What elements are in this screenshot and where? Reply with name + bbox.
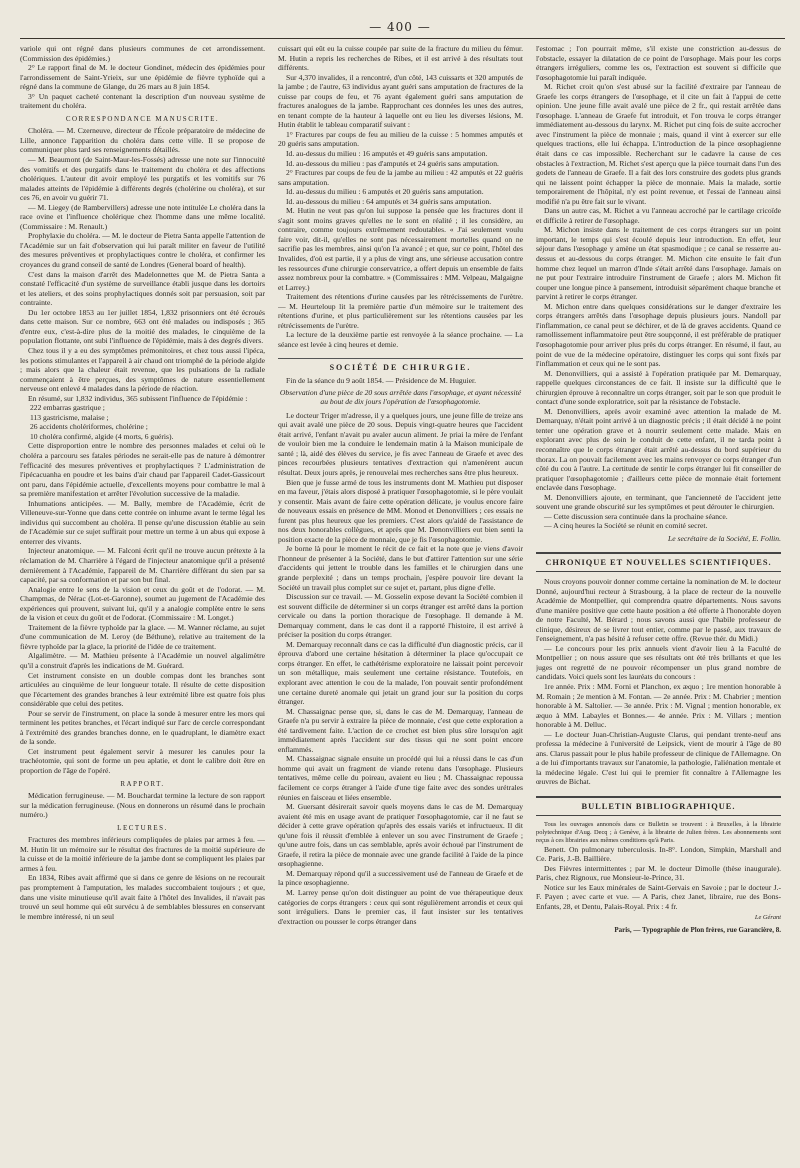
section-heading: SOCIÉTÉ DE CHIRURGIE. — [278, 358, 523, 373]
list-item: 1° Fractures par coups de feu au milieu de la cuisse : 5 hommes amputés et 20 guéris sans amputation. — [278, 129, 523, 149]
paragraph: 1re année. Prix : MM. Forni et Planchon, ex æquo ; 1re mention honorable à M. Romain ; 2e mention à M. Fontan. — 2e année. Prix : M. Chabrier ; mention honorable à M. Saltolier. — 3e année. Prix : M. Vignal ; mention honorable, ex æquo à MM. Labayles et Bonnes.— 4e année. Prix : M. Villars ; mention honorable à M. Delluc. — [536, 682, 781, 730]
header-rule — [20, 38, 785, 39]
list-item: Id. au-dessous du milieu : 64 amputés et 34 guéris sans amputation. — [286, 196, 492, 206]
observation-title: Observation d'une pièce de 20 sous arrêtée dans l'œsophage, et ayant nécessité au bout de dix jours l'opération de l'œsophagotomie. — [279, 387, 522, 407]
paragraph: Nous croyons pouvoir donner comme certaine la nomination de M. le docteur Donné, aujourd'hui recteur à Strasbourg, à la place de recteur de la nouvelle Académie de Montpellier, qui comprendra quatre départements. Nous savons d'une manière positive que cette haute position a été offerte à l'honorable doyen de notre Faculté, M. Bérard ; nous savons aussi que l'habile professeur de clinique, désireux de se livrer tout entier, comme par le passé, aux travaux de l'enseignement, n'a pas hésité à refuser cette offre. (Revue thér. du Midi.) — [536, 576, 781, 644]
paragraph: 3° Un paquet cacheté contenant la description d'un nouveau système de traitement du choléra. — [20, 91, 265, 111]
paragraph: — A cinq heures la Société se réunit en comité secret. — [544, 521, 708, 531]
list-item: 26 accidents cholériformes, cholérine ; — [30, 422, 148, 432]
paragraph: M. Richet croit qu'on s'est abusé sur la facilité d'extraire par l'anneau de Graefe les corps étrangers de l'œsophage, et il cite un fait à l'appui de cette opinion. Une jeune fille avait avalé une pièce de 2 fr., qui restait arrêtée dans l'œsophage. L'anneau de Graefe fut introduit, et l'on trouva le corps étranger immédiatement au-dessous du larynx. M. Richet put cinq fois de suite accrocher avec l'instrument la pièce de monnaie ; mais, quand il vint à exercer sur elle quelques tractions, elle lui échappa. L'introduction de la pince œsophagienne était dans ce cas impossible. Recherchant sur le cadavre la cause de ces obstacles à l'extraction, M. Richet s'est aperçu que la pièce tournait dans l'un des godets de l'anneau de Graefe. Il a fait des lors construire des godets plus grands qui ne laissent point échapper la pièce de monnaie. Mais la malade, sortie temporairement de l'hôpital, n'y est point revenue, et l'essai de l'anneau ainsi modifié n'a pu être fait sur le vivant. — [536, 82, 781, 206]
paragraph: M. Hutin ne veut pas qu'on lui suppose la pensée que les fractures dont il s'agit sont moins graves qu'elles ne le sont en réalité ; il les considère, au contraire, comme toujours extrêmement redoutables. « J'ai seulement voulu faire voir, dit-il, qu'elles ne sont pas nécessairement mortelles quand on ne sacrifie pas les membres, ainsi qu'on l'a avancé ; et que, sur ce point, l'hôtel des Invalides, d'où est partie, il y a plus de vingt ans, une sérieuse accusation contre les ressources d'une chirurgie conservatrice, a offert depuis un ensemble de faits assez nombreux pour la combattre. » (Commissaires : MM. Velpeau, Malgaigne et Larrey.) — [278, 206, 523, 292]
section-heading: CHRONIQUE ET NOUVELLES SCIENTIFIQUES. — [536, 552, 781, 572]
paragraph: Dans un autre cas, M. Richet a vu l'anneau accroché par le cartilage cricoïde et difficile à retirer de l'œsophage. — [536, 206, 781, 225]
list-item: Id. au-dessus du milieu : 6 amputés et 20 guéris sans amputation. — [286, 187, 484, 197]
list-item: Id. au-dessous du milieu : pas d'amputés et 24 guéris sans amputation. — [286, 158, 499, 168]
paragraph: Du 1er octobre 1853 au 1er juillet 1854, 1,832 prisonniers ont été écroués dans cette maison. Sur ce nombre, 663 ont été malades ou indisposés ; 365 d'entre eux, c'est-à-dire plus de la moitié des malades, le cinquième de la population flottante, ont subi l'influence de l'épidémie, mais à des degrés divers. — [20, 307, 265, 346]
paragraph: M. Denonvilliers, qui a assisté à l'opération pratiquée par M. Demarquay, rappelle quelques circonstances de ce fait. Il insiste sur la difficulté que le chirurgien éprouve à reconnaître un corps étranger, soit par le son que produit le contact d'une sonde exploratrice, soit par la résistance de l'obstacle. — [536, 368, 781, 407]
paragraph: Bien que je fusse armé de tous les instruments dont M. Mathieu put disposer en ma faveur, j'étais alors disposé à pratiquer l'œsophagotomie, si le père voulait y consentir. Mais avant de faire cette opération délicate, je voulus encore faire de nouveaux essais en présence de MM. Monod et Denonvilliers ; ces essais ne furent pas plus heureux que les premiers. C'est alors qu'aidé de l'assistance de nos deux honorables collègues, et après que M. Denonvilliers eut bien senti la position exacte de la pièce de monnaie, que je fis l'œsophagotomie. — [278, 477, 523, 544]
paragraph: M. Denonvilliers ajoute, en terminant, que l'ancienneté de l'accident jette souvent une grande obscurité sur les symptômes et peut dérouter le chirurgien. — [536, 492, 781, 512]
bibliography-entry: Des Fièvres intermittentes ; par M. le docteur Dimolle (thèse inaugurale). Paris, chez Rignoux, rue Monsieur-le-Prince, 31. — [536, 863, 781, 883]
paragraph: Fractures des membres inférieurs compliquées de plaies par armes à feu. — M. Hutin lit un mémoire sur le résultat des fractures de la moitié supérieure de la cuisse et de la moitié inférieure de la jambe dont se compliquent les plaies par armes à feu. — [20, 835, 265, 873]
list-item: 113 gastricisme, malaise ; — [30, 412, 109, 422]
paragraph: M. Chassaignac signale ensuite un procédé qui lui a réussi dans le cas d'un homme qui avait un fragment de viande retenu dans l'œsophage. Plusieurs tentatives, même celle du poireau, avaient eu lieu ; M. Chassaignac repoussa facilement ce corps étranger à l'aide d'une tige faite avec des sondes urétrales réunies en faisceau et liées ensemble. — [278, 754, 523, 802]
secretary-signature: Le secrétaire de la Société, E. Follin. — [668, 533, 781, 543]
paragraph: M. Michon entre dans quelques considérations sur le danger d'extraire les corps étrangers arrêtés dans l'œsophage depuis plusieurs jours. Nandoll par l'inflammation, ce canal peut se déchirer, et de là de graves accidents. Quand ce ramollissement inflammatoire peut être soupçonné, il est préférable de pratiquer l'œsophagotomie pour arriver plus près du corps étranger. En résumé, il faut, au point de vue de la médecine opératoire, distinguer les corps qui sont fixés par l'inflammation et ceux qui ne le sont pas. — [536, 301, 781, 369]
paragraph: Injecteur anatomique. — M. Falconi écrit qu'il ne trouve aucun prétexte à la réclamation de M. Charrière à l'égard de l'injecteur anatomique qu'il a présenté dernièrement à l'Académie, l'appareil de M. Charrière différant du sien par sa capacité, par sa conformation et par son but final. — [20, 546, 265, 585]
paragraph: M. Guersant désirerait savoir quels moyens dans le cas de M. Demarquay avaient été mis en usage avant de pratiquer l'œsophagotomie, car il ne faut se décider à cette grave opération qu'après des essais variés et infructueux. Il dit qu'une fois il réussit d'emblée à enlever un sou avec l'instrument de Graefe ; qu'une autre fois, dans un cas semblable, après avoir échoué par l'instrument de Graefe, il retira la pièce de monnaie avec une grande facilité à l'aide de la pince œsophagienne. — [278, 802, 523, 869]
paragraph: M. Michon insiste dans le traitement de ces corps étrangers sur un point important, le temps qui s'est écoulé depuis leur introduction. En effet, leur séjour dans l'œsophage y amène un état spasmodique ; ce canal se resserre au-dessus et au-dessous du corps étranger. M. Michon cite ensuite le fait d'un homme chez lequel un marron d'Inde s'était arrêté dans l'œsophage. Jamais on ne put pour l'extraire introduire l'instrument de Graefe ; alors M. Michon fit couper une longue pince à pansement, introduisit séparément chaque branche et parvint à retirer le corps étranger. — [536, 225, 781, 302]
paragraph: cuissart qui eût eu la cuisse coupée par suite de la fracture du milieu du fémur. M. Hutin a repris les recherches de Ribes, et il est arrivé à des résultats tout différents. — [278, 44, 523, 73]
paragraph: — Cette discussion sera continuée dans la prochaine séance. — [544, 511, 728, 521]
paragraph: La lecture de la deuxième partie est renvoyée à la séance prochaine. — La séance est levée à cinq heures et demie. — [278, 330, 523, 349]
statistics-list — [20, 403, 265, 441]
paragraph: Fin de la séance du 9 août 1854. — Présidence de M. Huguier. — [286, 376, 477, 386]
paragraph: C'est dans la maison d'arrêt des Madelonnettes que M. de Pietra Santa a constaté l'efficacité d'un système de surveillance établi jusque dans les dortoirs et les ateliers, et des soins prophylactiques donnés soit par persuasion, soit par contrainte. — [20, 269, 265, 308]
paragraph: Traitement des rétentions d'urine causées par les rétrécissements de l'urètre. — M. Heurteloup lit la première partie d'un mémoire sur le traitement des rétentions d'urine, et plus particulièrement sur les rétentions causées par les rétrécissements de l'urètre. — [278, 292, 523, 330]
paragraph: Sur 4,370 invalides, il a rencontré, d'un côté, 143 cuissarts et 320 amputés de la jambe ; de l'autre, 63 individus ayant guéri sans amputation de fractures de la cuisse par coups de feu, et 76 ayant également guéri sans amputation de fractures analogues de la jambe. Rapprochant ces données les unes des autres, en tenant compte de la hauteur à laquelle ont eu lieu les diverses lésions, M. Hutin établit le tableau comparatif suivant : — [278, 72, 523, 130]
paragraph: Cet instrument peut également servir à mesurer les canules pour la trachéotomie, qui sont de forme un peu aplatie, et dont le calibre doit être en proportion de l'âge de l'opéré. — [20, 746, 265, 776]
paragraph: Chez tous il y a eu des symptômes prémonitoires, et chez tous aussi l'ipéca, les potions stimulantes et l'appareil à air chaud ont triomphé de la période algide ; mais alors que la chaleur était revenue, que les pulsations de la radiale commençaient à être perçues, des symptômes de nature essentiellement nerveuse ont enlevé 4 malades dans la période de réaction. — [20, 345, 265, 394]
paragraph: Pour se servir de l'instrument, on place la sonde à mesurer entre les mors qui terminent les petites branches, et l'écart indiqué sur l'arc de cercle correspondant à l'extrémité des grandes branches donne, en le quadruplant, le diamètre exact de la sonde. — [20, 708, 265, 747]
paragraph: M. Chassaignac pense que, si, dans le cas de M. Demarquay, l'anneau de Graefe n'a pu servir à extraire la pièce de monnaie, c'est que cette exploration a été tardivement faite. L'action de ce crochet est bien plus sûre lorsqu'on agit immédiatement après l'accident sur des tissus qui ne sont point encore enflammés. — [278, 706, 523, 754]
paragraph: Inhumations anticipées. — M. Bally, membre de l'Académie, écrit de Villeneuve-sur-Yonne que dans cette contrée on inhume avant le terme légal les individus qui succombent au choléra. Il pense qu'une discussion établie au sein de l'Académie sur ce sujet suffirait pour mettre un terme à un abus qui expose à enterrer des vivants. — [20, 498, 265, 546]
paragraph: l'estomac ; l'on pourrait même, s'il existe une constriction au-dessus de l'obstacle, essayer la dilatation de ce point de l'œsophage. Mais pour les corps étrangers irréguliers, comme les os, l'extraction est souvent si difficile que l'œsophagotomie lui paraît indiquée. — [536, 44, 781, 82]
column-2 — [278, 44, 523, 1154]
bibliography-entry: Notice sur les Eaux minérales de Saint-Gervais en Savoie ; par le docteur J.-F. Payen ; avec carte et vue. — A Paris, chez Janet, libraire, rue des Bons-Enfants, 28, et Dentu, Palais-Royal. Prix : 4 fr. — [536, 882, 781, 911]
paragraph: — Le concours pour les prix annuels vient d'avoir lieu à la Faculté de Montpellier ; on nous assure que ses résultats ont été très brillants et que les juges ont regretté de ne pouvoir récompenser un plus grand nombre de candidats. Voici quels sont les lauréats du concours : — [536, 643, 781, 682]
paragraph: M. Demarquay répond qu'il a successivement usé de l'anneau de Graefe et de la pince œsophagienne. — [278, 868, 523, 888]
paragraph: Cet instrument consiste en un double compas dont les branches sont articulées au cinquième de leur longueur totale. Il résulte de cette disposition que l'écartement des grandes branches à leur extrémité libre est quatre fois plus considérable que celui des petites. — [20, 670, 265, 709]
paragraph: En résumé, sur 1,832 individus, 365 subissent l'influence de l'épidémie : — [28, 393, 248, 403]
section-heading: LECTURES. — [117, 823, 168, 832]
list-item: 10 choléra confirmé, algide (4 morts, 6 guéris). — [30, 431, 174, 441]
section-heading: CORRESPONDANCE MANUSCRITE. — [65, 114, 220, 123]
paragraph: M. Larrey pense qu'on doit distinguer au point de vue thérapeutique deux catégories de corps étrangers : ceux qui sont régulièrement arrondis et ceux qui sont irréguliers. Dans le premier cas, il faut insister sur les tentatives d'extraction ou pousser le corps étranger dans — [278, 888, 523, 926]
section-heading: RAPPORT. — [120, 779, 165, 788]
paragraph: En 1834, Ribes avait affirmé que si dans ce genre de lésions on ne recourait pas promptement à l'amputation, les malades succombaient toujours ; et que, dans une visite minutieuse qu'il avait faite à l'hôtel des Invalides, il n'avait pas trouvé un seul homme qui eût survécu à de semblables blessures en conservant le membre intéressé, ni un seul — [20, 873, 265, 921]
paragraph: Prophylaxie du choléra. — M. le docteur de Pietra Santa appelle l'attention de l'Académie sur un fait d'observation qui lui paraît militer en faveur de l'utilité des mesures préventives et prophylactiques contre le choléra, et confirmer les croyances du grand conseil de santé de Londres (General board of health). — [20, 231, 265, 270]
paragraph: Discussion sur ce travail. — M. Gosselin expose devant la Société combien il est souvent difficile de déterminer si un corps étranger est arrêté dans la portion cervicale ou dans la portion thoracique de l'œsophage. Il demande à M. Demarquay comment, dans le cas dont il a rapporté l'histoire, il est arrivé à préciser la position du corps étranger. — [278, 592, 523, 640]
paragraph: — M. Beaumont (de Saint-Maur-les-Fossés) adresse une note sur l'innocuité des vomitifs et des purgatifs dans le traitement du choléra et des affections cholériques. L'auteur dit avoir employé les purgatifs et les vomitifs sur 76 malades atteints de l'épidémie à différents degrés (cholérine ou choléra), et sur ces 76, en avoir vu guérir 71. — [20, 155, 265, 203]
paragraph: — Le docteur Juan-Christian-Auguste Clarus, qui pendant trente-neuf ans professa la médecine à l'université de Leipsick, vient de mourir à l'âge de 80 ans. Clarus passait pour le plus habile professeur de clinique de l'Allemagne. On a de lui d'importants travaux sur l'anatomie, la pathologie, l'aliénation mentale et la médecine légale. C'est lui qui le premier fit connaître à l'Allemagne les œuvres de Bichat. — [536, 729, 781, 787]
paragraph: Traitement de la fièvre typhoïde par la glace. — M. Wanner réclame, au sujet d'une communication de M. Leroy (de Béthune), relative au traitement de la fièvre typhoïde par la glace, la priorité de l'idée de ce traitement. — [20, 622, 265, 651]
printer-footer: Paris, — Typographie de Plon frères, rue Garancière, 8. — [614, 926, 781, 935]
paragraph: Cette disproportion entre le nombre des personnes malades et celui où le choléra a parcouru ses fatales périodes ne serait-elle pas de nature à démontrer l'efficacité des mesures préventives et prophylactiques ? L'administration de l'ipécacuanha en poudre et les bains d'air chaud par l'appareil Cadet-Gassicourt ont paru, dans l'épidémie actuelle, d'excellents moyens pour combattre le mal à sa première manifestation et arrêter l'évolution successive de la maladie. — [20, 441, 265, 499]
paragraph: Tous les ouvrages annoncés dans ce Bulletin se trouvent : à Bruxelles, à la librairie polytechnique d'Aug. Decq ; à Genève, à la librairie de Julien frères. Les abonnements sont reçus à ces librairies aux mêmes conditions qu'à Paris. — [536, 820, 781, 844]
section-heading: BULLETIN BIBLIOGRAPHIQUE. — [536, 796, 781, 816]
paragraph: M. Demarquay reconnaît dans ce cas la difficulté d'un diagnostic précis, car il éprouva d'abord une certaine hésitation à déterminer la place qu'occupait ce corps étranger. En effet, le cathétérisme exploratoire ne laissait point percevoir un son métallique, mais seulement une certaine résistance. Toutefois, en explorant avec attention le cou de la malade, l'on pouvait sentir profondément une certaine dureté anomale qui jetait un grand jour sur la position du corps étranger. — [278, 639, 523, 707]
paragraph: — M. Liegey (de Rambervillers) adresse une note intitulée Le choléra dans la race ovine et l'influence cholérique chez l'homme dans une même localité. (Commissaire : M. Renault.) — [20, 202, 265, 231]
list-item: Id. au-dessus du milieu : 16 amputés et 49 guéris sans amputation. — [286, 149, 488, 159]
paragraph: Le docteur Triger m'adresse, il y a quelques jours, une jeune fille de treize ans qui avait avalé une pièce de 20 sous. Depuis vingt-quatre heures que l'accident était arrivé, l'enfant n'avait pu avaler aucun aliment. Je priai la mère de l'enfant de vouloir bien me la conduire le lendemain matin à la Maison municipale de santé ; là, aidé des élèves du service, je fis avec l'anneau de Graefe et avec des pinces recourbées plusieurs tentatives d'extraction qui n'amenèrent aucun résultat. Deux jours après, je renouvelai mes recherches sans être plus heureux. — [278, 410, 523, 477]
page-number: — 400 — — [369, 20, 431, 34]
paragraph: Choléra. — M. Czerneuve, directeur de l'École préparatoire de médecine de Lille, annonce l'apparition du choléra dans cette ville. Il se propose de communiquer plus tard ses renseignements détaillés. — [20, 126, 265, 155]
gerant-label: Le Gérant — [754, 914, 781, 922]
paragraph: Analogie entre le sens de la vision et ceux du goût et de l'odorat. — M. Champmas, de Nérac (Lot-et-Garonne), soumet au jugement de l'Académie des expériences qui prouvent, suivant lui, qu'il y a analogie complète entre le sens de la vision et ceux du goût et de l'odorat. (Commissaire : M. Longet.) — [20, 584, 265, 623]
paragraph: variole qui ont régné dans plusieurs communes de cet arrondissement. (Commission des épidémies.) — [20, 44, 265, 63]
paragraph: 2° Le rapport final de M. le docteur Gondinet, médecin des épidémies pour l'arrondissement de Saint-Yrieix, sur une épidémie de fièvre typhoïde qui a régné dans la commune de Glange, du 26 mars au 8 juin 1854. — [20, 63, 265, 92]
paragraph: Médication ferrugineuse. — M. Bouchardat termine la lecture de son rapport sur la médication ferrugineuse. (Nous en donnerons un résumé dans le prochain numéro.) — [20, 791, 265, 820]
paragraph: Algalimètre. — M. Mathieu présente à l'Académie un nouvel algalimètre qu'il a construit d'après les indications de M. Guérard. — [20, 651, 265, 670]
bibliography-entry: Benett. On pulmonary tuberculosis. In-8°. London, Simpkin, Marshall and Ce. Paris, J.-B. Baillière. — [536, 844, 781, 864]
paragraph: M. Denonvilliers, après avoir examiné avec attention la malade de M. Demarquay, n'était point arrivé à un diagnostic précis ; il était décidé à ne point tenter une opération grave et à nourrir seulement cette malade. Mais en explorant avec plus de soin le conduit de cette enfant, il ne tarda point à reconnaître que le corps étranger était arrêté au-dessus du bord supérieur du thorax. La on pouvait facilement avec les mains renvoyer ce corps étranger d'un côté du cou à l'autre. La certitude de sentir le corps étranger lui fit conseiller de pratiquer l'œsophagotomie ; d'ailleurs cette pièce de monnaie était fortement enclavée dans l'œsophage. — [536, 406, 781, 493]
paragraph: Je borne là pour le moment le récit de ce fait et la note que je viens d'avoir l'honneur de présenter à la Société, dans le but d'attirer l'attention sur une série d'accidents qui jettent le trouble dans les familles et le chirurgien dans une grande perplexité ; dans un temps prochain, j'espère pouvoir lire devant la Société un travail plus complet sur ce sujet et, partant, plus digne d'elle. — [278, 544, 523, 592]
comparison-table — [278, 130, 523, 206]
column-3 — [536, 44, 781, 1154]
column-1 — [20, 44, 265, 1154]
list-item: 222 embarras gastrique ; — [30, 403, 105, 413]
list-item: 2° Fractures par coups de feu de la jambe au milieu : 42 amputés et 22 guéris sans amputation. — [278, 168, 523, 187]
